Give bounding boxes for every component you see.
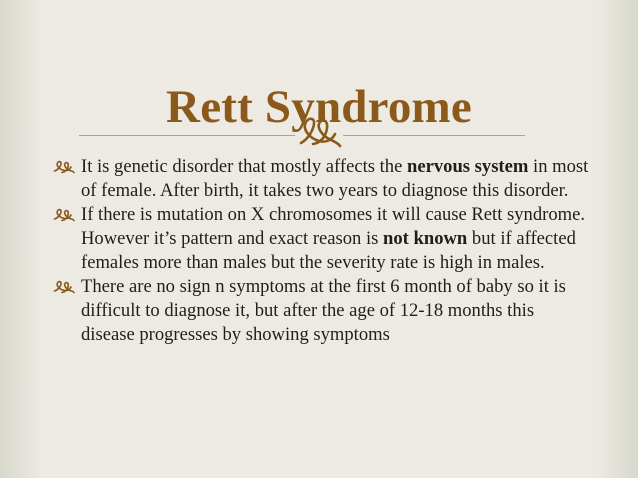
bullet-item — [52, 155, 592, 203]
scroll-bullet-icon — [53, 280, 75, 294]
bullet-text: If there is mutation on X chromosomes it will cause Rett syndrome. However it’s pattern and exact reason is — [81, 204, 586, 249]
bullet-item — [52, 275, 592, 347]
bullet-bold-text: not known — [383, 228, 468, 249]
bullet-list — [52, 155, 592, 347]
bullet-text: but if affected females more than males but the severity rate is high in males. — [81, 228, 576, 273]
bullet-text: in most of female. After birth, it takes two years to diagnose this disorder. — [81, 156, 589, 201]
bullet-item — [52, 203, 592, 275]
bullet-text: There are no sign n symptoms at the first 6 month of baby so it is difficult to diagnose it, but after the age of 12-18 months this disease progresses by showing symptoms — [81, 276, 566, 345]
scroll-ornament-icon — [296, 114, 342, 152]
scroll-bullet-icon — [53, 208, 75, 222]
title-divider-left — [79, 135, 295, 136]
slide-title: Rett Syndrome — [166, 81, 472, 134]
scroll-bullet-icon — [53, 160, 75, 174]
title-divider-right — [343, 135, 525, 136]
bullet-text: It is genetic disorder that mostly affects the — [81, 156, 407, 177]
bullet-bold-text: nervous system — [407, 156, 529, 177]
